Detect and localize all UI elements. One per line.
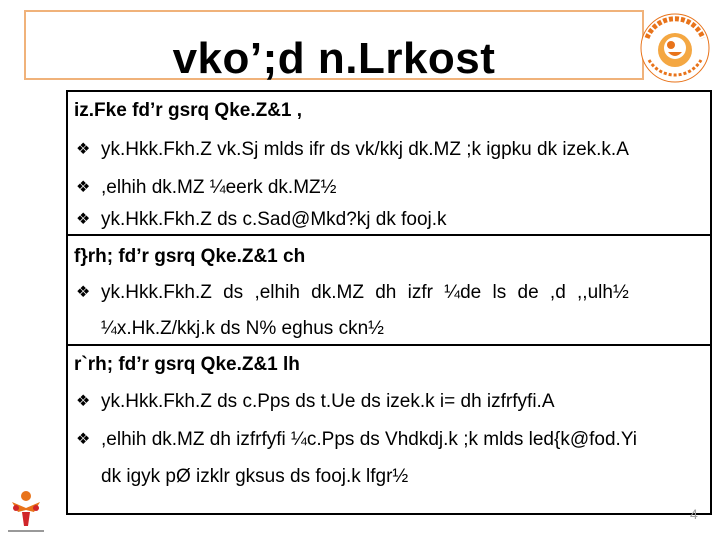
- list-item: [76, 177, 700, 199]
- list-item: [76, 429, 700, 451]
- section-heading: r`rh; fd’r gsrq Qke.Z&1 lh: [74, 354, 300, 375]
- content-box: [66, 90, 712, 515]
- list-item-continuation: ¼x.Hk.Z/kkj.k ds N% eghus ckn½: [101, 318, 384, 339]
- list-item-continuation: dk igyk pØ izklr gksus ds fooj.k lfgr½: [101, 466, 409, 487]
- list-item-text: yk.Hkk.Fkh.Z ds c.Pps ds t.Ue ds izek.k i= dh izfrfyfi.A: [101, 391, 555, 412]
- section-heading: f}rh; fd’r gsrq Qke.Z&1 ch: [74, 246, 306, 267]
- slide-title: vko’;d n.Lrkost: [172, 34, 496, 83]
- list-item: [76, 391, 700, 413]
- list-item: [76, 139, 700, 161]
- section-second-installment: [68, 234, 710, 344]
- section-third-installment: [68, 344, 710, 515]
- diamond-bullet-icon: ❖: [76, 211, 91, 228]
- family-figures-logo: [4, 488, 48, 536]
- diamond-bullet-icon: ❖: [76, 431, 91, 448]
- section-heading: iz.Fke fd’r gsrq Qke.Z&1 ,: [74, 100, 303, 121]
- title-box: [24, 10, 644, 83]
- government-seal-logo: [635, 8, 715, 88]
- diamond-bullet-icon: ❖: [76, 393, 91, 410]
- diamond-bullet-icon: ❖: [76, 179, 91, 196]
- diamond-bullet-icon: ❖: [76, 284, 91, 301]
- list-item-text: yk.Hkk.Fkh.Z ds c.Sad@Mkd?kj dk fooj.k: [101, 209, 447, 230]
- page-number: 4: [690, 506, 698, 522]
- list-item: [76, 282, 700, 304]
- list-item-text: yk.Hkk.Fkh.Z ds ,elhih dk.MZ dh izfr ¼de ls de ,d ,,ulh½: [101, 282, 629, 303]
- diamond-bullet-icon: ❖: [76, 141, 91, 158]
- section-first-installment: [68, 92, 710, 234]
- list-item: [76, 209, 700, 231]
- list-item-text: yk.Hkk.Fkh.Z vk.Sj mlds ifr ds vk/kkj dk.MZ ;k igpku dk izek.k.A: [101, 139, 629, 160]
- list-item-text: ,elhih dk.MZ ¼eerk dk.MZ½: [101, 177, 337, 198]
- list-item-text: ,elhih dk.MZ dh izfrfyfi ¼c.Pps ds Vhdkdj.k ;k mlds led{k@fod.Yi: [101, 429, 638, 450]
